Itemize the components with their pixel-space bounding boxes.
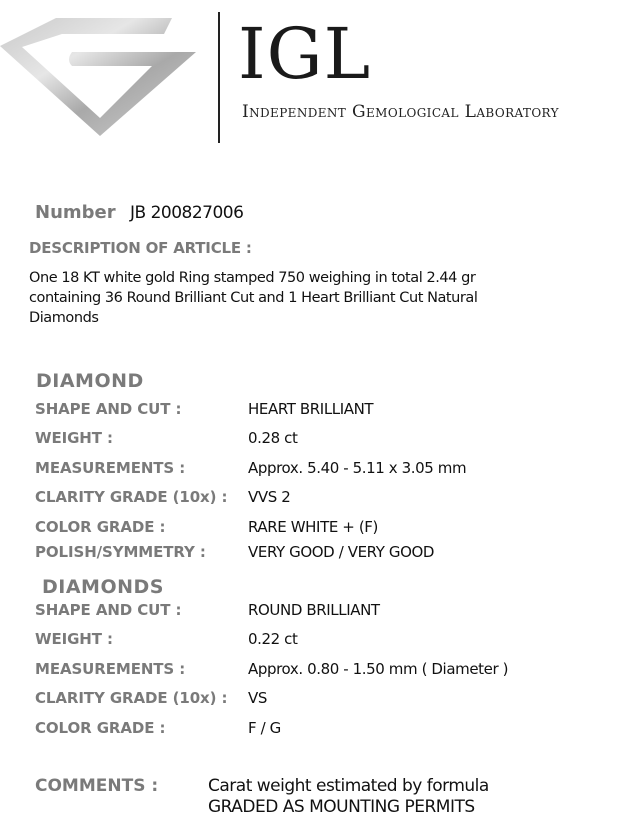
- report-number-label: Number: [35, 202, 116, 223]
- row-label: SHAPE AND CUT :: [35, 400, 182, 418]
- row-label: MEASUREMENTS :: [35, 660, 186, 678]
- section-title-diamonds: DIAMONDS: [42, 576, 164, 598]
- description-line: One 18 KT white gold Ring stamped 750 weighing in total 2.44 gr: [29, 270, 476, 286]
- row-value: HEART BRILLIANT: [248, 400, 374, 418]
- brand-subtitle: Independent Gemological Laboratory: [242, 102, 559, 122]
- comments-text: [208, 776, 489, 818]
- row-value: 0.28 ct: [248, 429, 298, 447]
- row-value: VVS 2: [248, 488, 291, 506]
- row-label: POLISH/SYMMETRY :: [35, 543, 206, 561]
- row-value: F / G: [248, 719, 281, 737]
- row-value: RARE WHITE + (F): [248, 518, 378, 536]
- description-text: [29, 268, 589, 328]
- row-label: CLARITY GRADE (10x) :: [35, 689, 228, 707]
- description-line: containing 36 Round Brilliant Cut and 1 Heart Brilliant Cut Natural: [29, 290, 478, 306]
- comments-label: COMMENTS :: [35, 776, 159, 796]
- comment-line: GRADED AS MOUNTING PERMITS: [208, 797, 475, 817]
- row-label: COLOR GRADE :: [35, 719, 166, 737]
- row-value: ROUND BRILLIANT: [248, 601, 380, 619]
- row-value: 0.22 ct: [248, 630, 298, 648]
- row-label: MEASUREMENTS :: [35, 459, 186, 477]
- description-label: DESCRIPTION OF ARTICLE :: [29, 239, 252, 257]
- section-title-diamond: DIAMOND: [36, 370, 144, 392]
- row-label: WEIGHT :: [35, 429, 113, 447]
- comment-line: Carat weight estimated by formula: [208, 776, 489, 796]
- row-label: WEIGHT :: [35, 630, 113, 648]
- logo-divider: [218, 12, 220, 143]
- row-value: VS: [248, 689, 267, 707]
- row-value: VERY GOOD / VERY GOOD: [248, 543, 435, 561]
- row-value: Approx. 5.40 - 5.11 x 3.05 mm: [248, 459, 467, 477]
- row-label: COLOR GRADE :: [35, 518, 166, 536]
- brand-name: IGL: [238, 13, 372, 95]
- diamond-g-logo-icon: [0, 14, 200, 138]
- row-label: CLARITY GRADE (10x) :: [35, 488, 228, 506]
- row-label: SHAPE AND CUT :: [35, 601, 182, 619]
- row-value: Approx. 0.80 - 1.50 mm ( Diameter ): [248, 660, 509, 678]
- description-line: Diamonds: [29, 310, 99, 326]
- report-number-value: JB 200827006: [130, 203, 244, 223]
